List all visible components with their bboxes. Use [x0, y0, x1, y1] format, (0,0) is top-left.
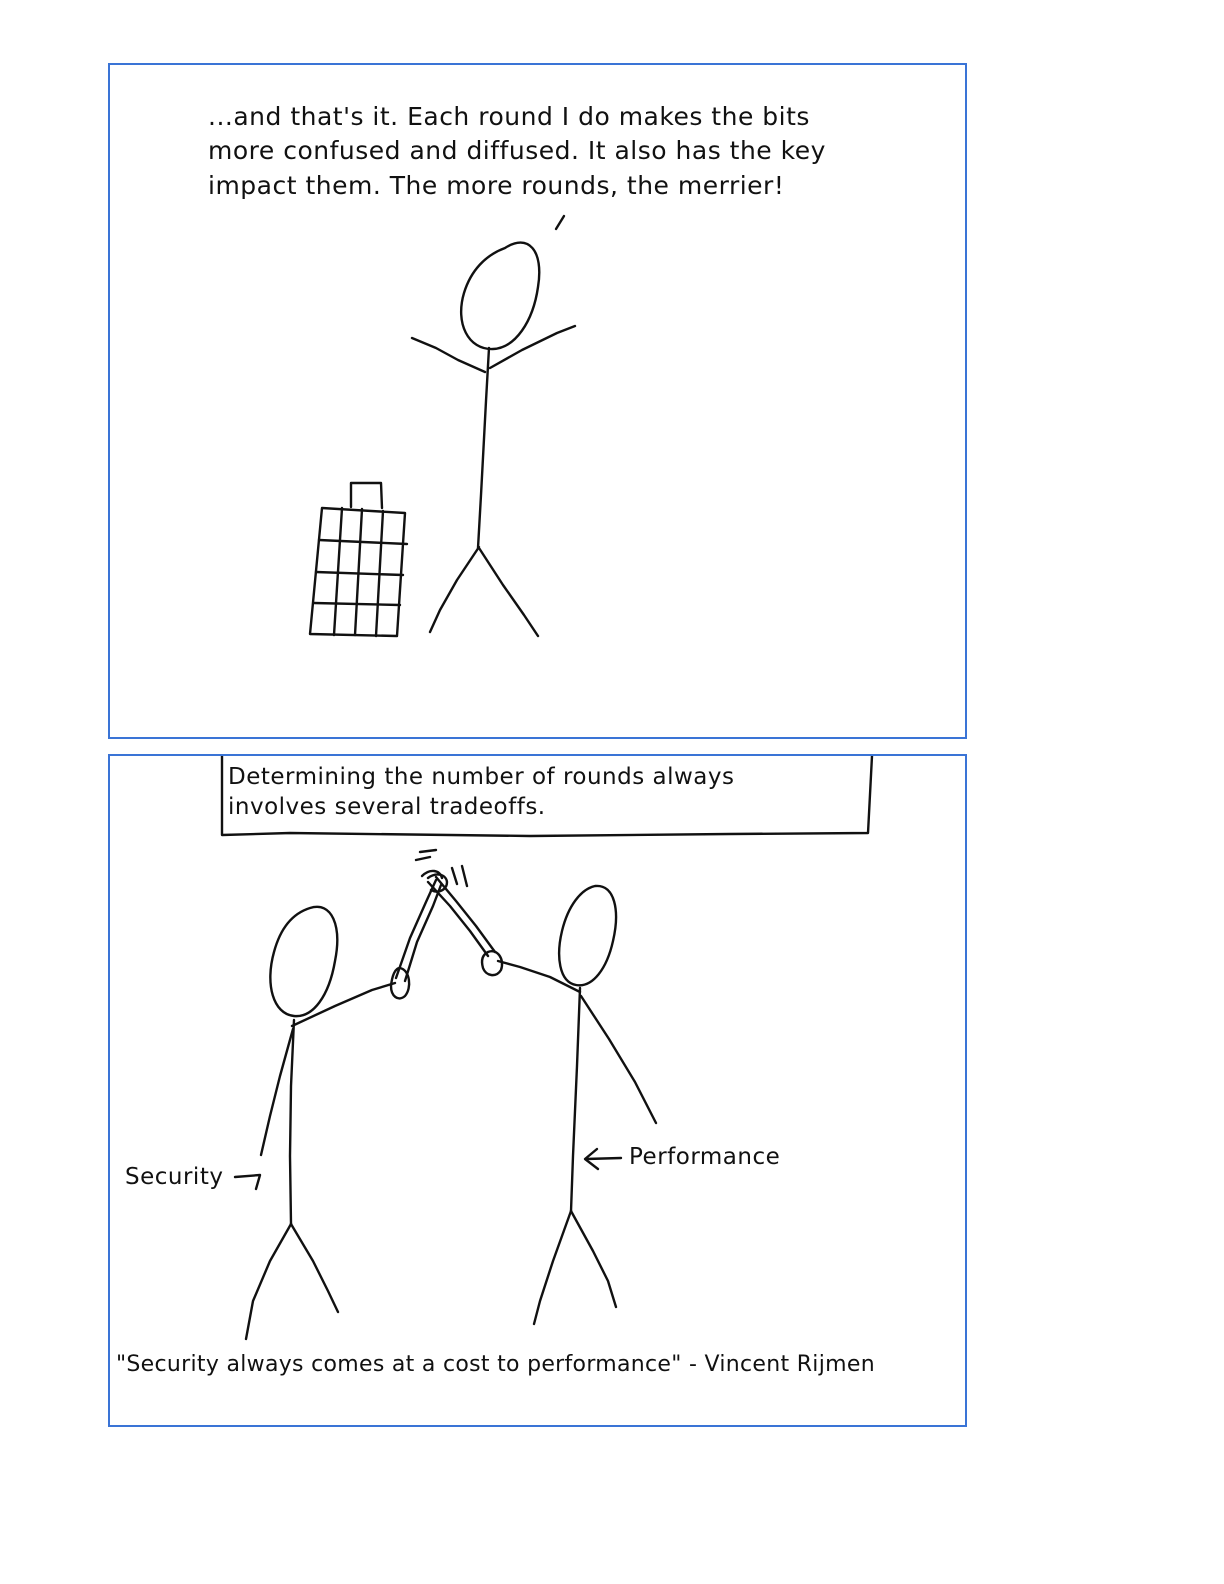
speech-tick [556, 216, 564, 229]
grid-col-2 [355, 509, 362, 635]
figure-head [461, 243, 539, 349]
security-arrow [235, 1175, 260, 1189]
security-body [290, 1020, 294, 1224]
figure-right-leg [479, 548, 538, 636]
performance-head [559, 886, 616, 985]
speech-line-2: more confused and diffused. It also has the key [208, 136, 826, 165]
comic-panel-1 [108, 63, 967, 739]
caption-line-1: Determining the number of rounds always [228, 764, 735, 790]
security-label: Security [125, 1164, 224, 1190]
security-lower-arm [261, 1029, 293, 1155]
grid-top-box [351, 483, 382, 508]
stick-figure-performance [428, 877, 656, 1324]
security-right-leg [291, 1224, 338, 1312]
performance-bat [428, 882, 488, 956]
performance-right-leg [571, 1211, 616, 1307]
figure-body [478, 348, 489, 548]
figure-left-leg [430, 547, 479, 632]
performance-body [571, 988, 580, 1211]
clash-mark-4 [462, 866, 467, 886]
performance-raised-arm [498, 961, 580, 992]
quote-caption: "Security always comes at a cost to performance" - Vincent Rijmen [116, 1352, 875, 1377]
grid-row-3 [314, 603, 400, 605]
clash-mark-3 [452, 868, 457, 884]
caption-line-2: involves several tradeoffs. [228, 794, 546, 820]
comic-panel-2 [108, 754, 967, 1427]
panel-1-drawing [110, 65, 967, 739]
stick-figure [412, 243, 575, 636]
grid-row-1 [319, 540, 407, 544]
security-left-leg [246, 1224, 291, 1339]
security-raised-arm [292, 983, 395, 1026]
state-grid [310, 483, 407, 636]
clash-mark-2 [416, 857, 430, 860]
clash-marks [416, 850, 467, 886]
security-head [270, 907, 337, 1016]
clash-mark-1 [420, 850, 436, 852]
speech-line-1: ...and that's it. Each round I do makes the bits [208, 102, 810, 131]
stick-figure-security [246, 875, 447, 1339]
security-bat [396, 880, 436, 978]
grid-row-2 [316, 572, 403, 575]
performance-arrow-shaft [586, 1158, 621, 1159]
panel-2-drawing [110, 756, 967, 1427]
performance-left-leg [534, 1211, 571, 1324]
performance-fist [482, 951, 502, 975]
security-bat-edge [405, 885, 441, 981]
performance-bat-edge [436, 877, 495, 952]
performance-lower-arm [581, 996, 656, 1123]
speech-line-3: impact them. The more rounds, the merrier! [208, 171, 785, 200]
performance-label: Performance [629, 1144, 781, 1170]
